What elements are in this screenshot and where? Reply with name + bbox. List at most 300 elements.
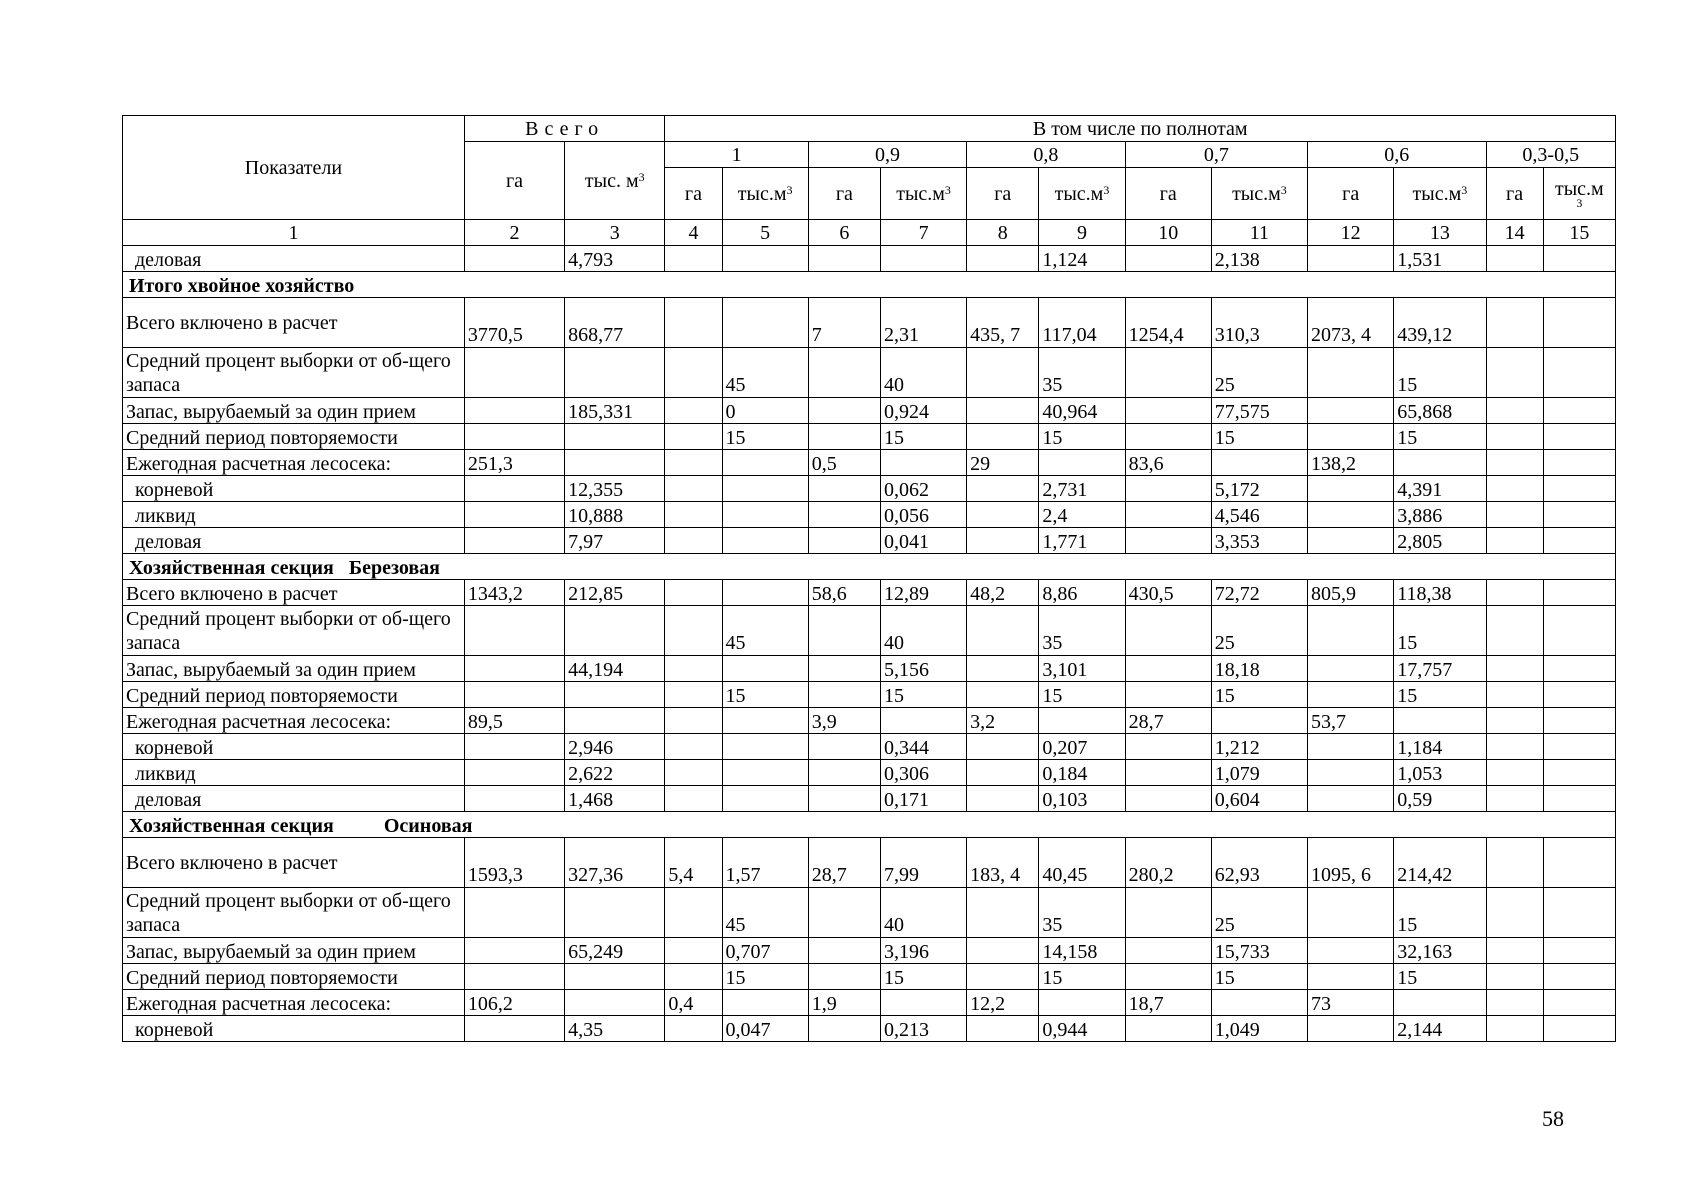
table-cell: [1308, 348, 1394, 398]
table-cell: 35: [1039, 606, 1125, 656]
table-cell: 48,2: [967, 580, 1039, 606]
row-label: ликвид: [123, 760, 465, 786]
column-number: 2: [464, 220, 564, 246]
table-cell: 15: [1211, 682, 1307, 708]
table-cell: [1543, 760, 1615, 786]
table-cell: [1308, 786, 1394, 812]
table-row: [123, 888, 1616, 938]
column-number: 11: [1211, 220, 1307, 246]
table-cell: 40,964: [1039, 398, 1125, 424]
table-cell: [1125, 888, 1211, 938]
table-row: [123, 990, 1616, 1016]
table-cell: 435, 7: [967, 298, 1039, 348]
table-cell: [1125, 398, 1211, 424]
table-cell: [464, 1016, 564, 1042]
table-cell: 15: [1039, 682, 1125, 708]
table-cell: [808, 502, 880, 528]
table-cell: [665, 348, 722, 398]
table-cell: [808, 682, 880, 708]
table-cell: 58,6: [808, 580, 880, 606]
section-row: [123, 812, 1616, 838]
table-cell: [880, 708, 966, 734]
table-cell: 2,805: [1394, 528, 1486, 554]
table-cell: 77,575: [1211, 398, 1307, 424]
table-row: [123, 246, 1616, 272]
table-cell: [1543, 990, 1615, 1016]
table-cell: 214,42: [1394, 838, 1486, 888]
table-cell: [1211, 708, 1307, 734]
table-cell: 1,124: [1039, 246, 1125, 272]
table-cell: 45: [722, 348, 808, 398]
table-cell: [565, 888, 665, 938]
table-cell: 83,6: [1125, 450, 1211, 476]
table-cell: 0,207: [1039, 734, 1125, 760]
row-label: деловая: [123, 528, 465, 554]
table-cell: [1486, 424, 1543, 450]
header-thous-m3: $тыс.м^3$: [1394, 168, 1486, 220]
table-cell: 15: [1394, 682, 1486, 708]
table-cell: 18,18: [1211, 656, 1307, 682]
table-row: [123, 580, 1616, 606]
density-group-0-9: 0,9: [808, 142, 966, 168]
table-cell: [1308, 606, 1394, 656]
table-cell: 0,4: [665, 990, 722, 1016]
header-ha: га: [967, 168, 1039, 220]
density-group-0-7: 0,7: [1125, 142, 1307, 168]
table-cell: [1039, 990, 1125, 1016]
table-cell: [967, 760, 1039, 786]
table-cell: [1308, 1016, 1394, 1042]
table-cell: [464, 656, 564, 682]
header-indicators: Показатели: [123, 116, 465, 220]
table-cell: [1543, 708, 1615, 734]
table-cell: [1125, 606, 1211, 656]
forest-cutting-table: [122, 115, 1616, 1042]
table-cell: [722, 528, 808, 554]
table-cell: [967, 502, 1039, 528]
table-cell: [808, 348, 880, 398]
table-cell: [1125, 786, 1211, 812]
table-cell: 15: [1039, 964, 1125, 990]
table-cell: 4,391: [1394, 476, 1486, 502]
table-cell: 5,172: [1211, 476, 1307, 502]
table-cell: 44,194: [565, 656, 665, 682]
table-cell: [464, 682, 564, 708]
table-cell: [665, 938, 722, 964]
header-thous-m3: $тыс.м^3$: [880, 168, 966, 220]
table-cell: 0,047: [722, 1016, 808, 1042]
header-thous-m3: $тыс.м^3$: [1211, 168, 1307, 220]
table-cell: [967, 348, 1039, 398]
table-cell: 0,59: [1394, 786, 1486, 812]
table-cell: [967, 398, 1039, 424]
table-cell: 0,306: [880, 760, 966, 786]
table-cell: [1308, 760, 1394, 786]
row-label: корневой: [123, 734, 465, 760]
table-cell: [1308, 964, 1394, 990]
table-cell: 35: [1039, 888, 1125, 938]
table-row: [123, 450, 1616, 476]
table-cell: 40: [880, 606, 966, 656]
header-thous-m3-total: тыс. $м^3$: [565, 142, 665, 220]
table-cell: [665, 580, 722, 606]
table-cell: [464, 734, 564, 760]
table-row: [123, 682, 1616, 708]
table-cell: [808, 476, 880, 502]
table-cell: [1308, 734, 1394, 760]
table-cell: 0,103: [1039, 786, 1125, 812]
table-cell: [1486, 246, 1543, 272]
table-cell: [1308, 424, 1394, 450]
table-cell: 2073, 4: [1308, 298, 1394, 348]
table-cell: [1125, 734, 1211, 760]
table-row: [123, 298, 1616, 348]
table-cell: [1125, 964, 1211, 990]
table-cell: [1394, 450, 1486, 476]
table-cell: 12,2: [967, 990, 1039, 1016]
table-cell: [1125, 476, 1211, 502]
table-cell: [1543, 476, 1615, 502]
table-cell: 15: [880, 682, 966, 708]
table-cell: [722, 786, 808, 812]
table-cell: [967, 964, 1039, 990]
table-cell: [665, 424, 722, 450]
row-label: Ежегодная расчетная лесосека:: [123, 450, 465, 476]
table-cell: [1211, 990, 1307, 1016]
table-cell: [1308, 476, 1394, 502]
table-cell: 1,212: [1211, 734, 1307, 760]
table-cell: 15: [1039, 424, 1125, 450]
table-cell: [665, 246, 722, 272]
row-label: корневой: [123, 476, 465, 502]
table-cell: 15: [880, 424, 966, 450]
table-cell: [1486, 708, 1543, 734]
table-cell: 0,344: [880, 734, 966, 760]
table-cell: [1486, 938, 1543, 964]
table-cell: 2,4: [1039, 502, 1125, 528]
table-cell: [1039, 708, 1125, 734]
table-cell: [1486, 656, 1543, 682]
table-row: [123, 348, 1616, 398]
table-cell: 2,946: [565, 734, 665, 760]
row-label: деловая: [123, 246, 465, 272]
row-label: Средний период повторяемости: [123, 424, 465, 450]
density-group-1: 1: [665, 142, 808, 168]
table-row: [123, 1016, 1616, 1042]
table-cell: 10,888: [565, 502, 665, 528]
table-cell: 32,163: [1394, 938, 1486, 964]
table-row: [123, 734, 1616, 760]
table-cell: 53,7: [1308, 708, 1394, 734]
table-cell: [565, 450, 665, 476]
table-cell: [464, 938, 564, 964]
table-cell: [880, 246, 966, 272]
table-cell: 183, 4: [967, 838, 1039, 888]
table-cell: 15: [1394, 888, 1486, 938]
header-ha: га: [1486, 168, 1543, 220]
table-row: [123, 786, 1616, 812]
table-cell: [1543, 1016, 1615, 1042]
table-cell: 8,86: [1039, 580, 1125, 606]
table-cell: [665, 1016, 722, 1042]
table-cell: [665, 964, 722, 990]
table-cell: [464, 606, 564, 656]
header-row-1: [123, 116, 1616, 142]
column-number: 15: [1543, 220, 1615, 246]
table-cell: [1543, 888, 1615, 938]
table-cell: [464, 888, 564, 938]
column-number: 12: [1308, 220, 1394, 246]
table-cell: [464, 760, 564, 786]
row-label: Запас, вырубаемый за один прием: [123, 938, 465, 964]
table-cell: 251,3: [464, 450, 564, 476]
table-cell: 4,35: [565, 1016, 665, 1042]
table-cell: 2,731: [1039, 476, 1125, 502]
table-cell: [665, 528, 722, 554]
table-cell: [665, 734, 722, 760]
header-ha: га: [1308, 168, 1394, 220]
section-title: Хозяйственная секция Березовая: [123, 554, 1616, 580]
table-cell: [665, 888, 722, 938]
table-cell: 5,156: [880, 656, 966, 682]
section-title: Итого хвойное хозяйство: [123, 272, 1616, 298]
table-cell: 0,213: [880, 1016, 966, 1042]
table-cell: [722, 450, 808, 476]
header-ha: га: [665, 168, 722, 220]
table-cell: 40,45: [1039, 838, 1125, 888]
table-cell: [565, 424, 665, 450]
table-cell: 3,353: [1211, 528, 1307, 554]
row-label: деловая: [123, 786, 465, 812]
table-cell: [967, 606, 1039, 656]
table-cell: [565, 348, 665, 398]
table-cell: [722, 760, 808, 786]
density-group-0-3-0-5: 0,3-0,5: [1486, 142, 1616, 168]
table-cell: [1486, 502, 1543, 528]
header-thous-m3: $тыс.м^3$: [722, 168, 808, 220]
table-cell: [1125, 938, 1211, 964]
table-cell: 0,707: [722, 938, 808, 964]
table-cell: 15: [1211, 424, 1307, 450]
density-group-0-6: 0,6: [1308, 142, 1486, 168]
table-cell: 14,158: [1039, 938, 1125, 964]
table-cell: [1125, 348, 1211, 398]
table-cell: [722, 580, 808, 606]
table-cell: 0,062: [880, 476, 966, 502]
table-cell: 0,5: [808, 450, 880, 476]
table-cell: [722, 656, 808, 682]
table-row: [123, 398, 1616, 424]
column-number: 9: [1039, 220, 1125, 246]
table-cell: 40: [880, 348, 966, 398]
table-cell: [880, 450, 966, 476]
table-cell: [1543, 938, 1615, 964]
table-cell: [967, 682, 1039, 708]
table-cell: [1543, 246, 1615, 272]
table-cell: 439,12: [1394, 298, 1486, 348]
table-cell: [1308, 938, 1394, 964]
table-cell: [1543, 502, 1615, 528]
table-cell: [808, 938, 880, 964]
column-number: 7: [880, 220, 966, 246]
table-cell: [967, 528, 1039, 554]
table-cell: [808, 888, 880, 938]
table-cell: [464, 528, 564, 554]
table-cell: 106,2: [464, 990, 564, 1016]
table-cell: [967, 424, 1039, 450]
table-cell: 2,31: [880, 298, 966, 348]
table-cell: [1125, 246, 1211, 272]
table-cell: 2,138: [1211, 246, 1307, 272]
row-label: корневой: [123, 1016, 465, 1042]
table-cell: 805,9: [1308, 580, 1394, 606]
table-cell: [1486, 398, 1543, 424]
table-cell: [565, 990, 665, 1016]
table-cell: [665, 606, 722, 656]
row-label: Всего включено в расчет: [123, 298, 465, 348]
table-cell: [1543, 838, 1615, 888]
table-cell: 868,77: [565, 298, 665, 348]
table-cell: 1,771: [1039, 528, 1125, 554]
table-cell: [665, 298, 722, 348]
table-cell: 7,99: [880, 838, 966, 888]
table-cell: [1308, 888, 1394, 938]
table-cell: 2,622: [565, 760, 665, 786]
table-cell: [1394, 708, 1486, 734]
table-cell: [1486, 786, 1543, 812]
table-cell: 15: [1394, 424, 1486, 450]
table-cell: [722, 298, 808, 348]
table-cell: 4,793: [565, 246, 665, 272]
table-cell: 15: [1211, 964, 1307, 990]
table-cell: [464, 786, 564, 812]
table-cell: [1308, 656, 1394, 682]
table-cell: [722, 476, 808, 502]
column-number: 14: [1486, 220, 1543, 246]
table-cell: [1543, 964, 1615, 990]
header-total: Всего: [464, 116, 665, 142]
table-row: [123, 424, 1616, 450]
table-cell: 15: [722, 424, 808, 450]
table-cell: 1,468: [565, 786, 665, 812]
table-cell: [808, 246, 880, 272]
table-cell: 1593,3: [464, 838, 564, 888]
table-cell: [1486, 734, 1543, 760]
table-cell: 0,944: [1039, 1016, 1125, 1042]
table-cell: 65,249: [565, 938, 665, 964]
table-cell: 0,041: [880, 528, 966, 554]
table-cell: [665, 502, 722, 528]
table-cell: 1343,2: [464, 580, 564, 606]
table-row: [123, 528, 1616, 554]
table-cell: [1486, 888, 1543, 938]
table-cell: [665, 656, 722, 682]
table-cell: [665, 450, 722, 476]
table-cell: 1095, 6: [1308, 838, 1394, 888]
table-cell: [1125, 760, 1211, 786]
row-label: Ежегодная расчетная лесосека:: [123, 990, 465, 1016]
table-cell: [1486, 580, 1543, 606]
table-cell: [967, 1016, 1039, 1042]
header-by-density: В том числе по полнотам: [665, 116, 1616, 142]
row-label: Средний процент выборки от об-щего запаса: [123, 888, 465, 938]
table-cell: 25: [1211, 348, 1307, 398]
table-cell: 15: [880, 964, 966, 990]
table-cell: [1308, 502, 1394, 528]
table-cell: 185,331: [565, 398, 665, 424]
table-cell: [808, 656, 880, 682]
table-cell: [1308, 398, 1394, 424]
table-cell: 1,531: [1394, 246, 1486, 272]
table-cell: [1543, 424, 1615, 450]
table-cell: [1543, 606, 1615, 656]
table-cell: 2,144: [1394, 1016, 1486, 1042]
table-cell: [1308, 246, 1394, 272]
column-number: 6: [808, 220, 880, 246]
table-cell: [722, 502, 808, 528]
table-cell: 4,546: [1211, 502, 1307, 528]
table-cell: 35: [1039, 348, 1125, 398]
table-cell: 310,3: [1211, 298, 1307, 348]
row-label: Запас, вырубаемый за один прием: [123, 656, 465, 682]
column-number: 13: [1394, 220, 1486, 246]
table-cell: [1486, 476, 1543, 502]
table-row: [123, 708, 1616, 734]
table-cell: 12,355: [565, 476, 665, 502]
table-cell: 28,7: [1125, 708, 1211, 734]
table-cell: [1486, 990, 1543, 1016]
table-cell: [967, 734, 1039, 760]
table-cell: 3,886: [1394, 502, 1486, 528]
table-cell: 0,171: [880, 786, 966, 812]
table-cell: 45: [722, 888, 808, 938]
table-cell: 280,2: [1125, 838, 1211, 888]
table-cell: [464, 964, 564, 990]
table-cell: [1543, 682, 1615, 708]
table-cell: [1125, 1016, 1211, 1042]
table-cell: 15: [722, 964, 808, 990]
table-cell: 73: [1308, 990, 1394, 1016]
section-title: Хозяйственная секция Осиновая: [123, 812, 1616, 838]
column-number: 4: [665, 220, 722, 246]
table-cell: 3,9: [808, 708, 880, 734]
table-cell: [808, 606, 880, 656]
table-cell: [1543, 298, 1615, 348]
table-cell: [808, 964, 880, 990]
table-cell: [1486, 298, 1543, 348]
column-number: 5: [722, 220, 808, 246]
row-label: ликвид: [123, 502, 465, 528]
table-cell: 17,757: [1394, 656, 1486, 682]
table-cell: 3,101: [1039, 656, 1125, 682]
table-cell: 1,184: [1394, 734, 1486, 760]
table-cell: [665, 398, 722, 424]
table-cell: [565, 708, 665, 734]
table-row: [123, 838, 1616, 888]
table-cell: 15: [1394, 348, 1486, 398]
table-row: [123, 938, 1616, 964]
column-number: 1: [123, 220, 465, 246]
table-cell: [1308, 528, 1394, 554]
table-cell: [967, 656, 1039, 682]
table-cell: 430,5: [1125, 580, 1211, 606]
table-row: [123, 476, 1616, 502]
table-cell: [1543, 734, 1615, 760]
table-cell: 1,049: [1211, 1016, 1307, 1042]
table-cell: [1039, 450, 1125, 476]
table-cell: [1308, 682, 1394, 708]
table-cell: [808, 424, 880, 450]
